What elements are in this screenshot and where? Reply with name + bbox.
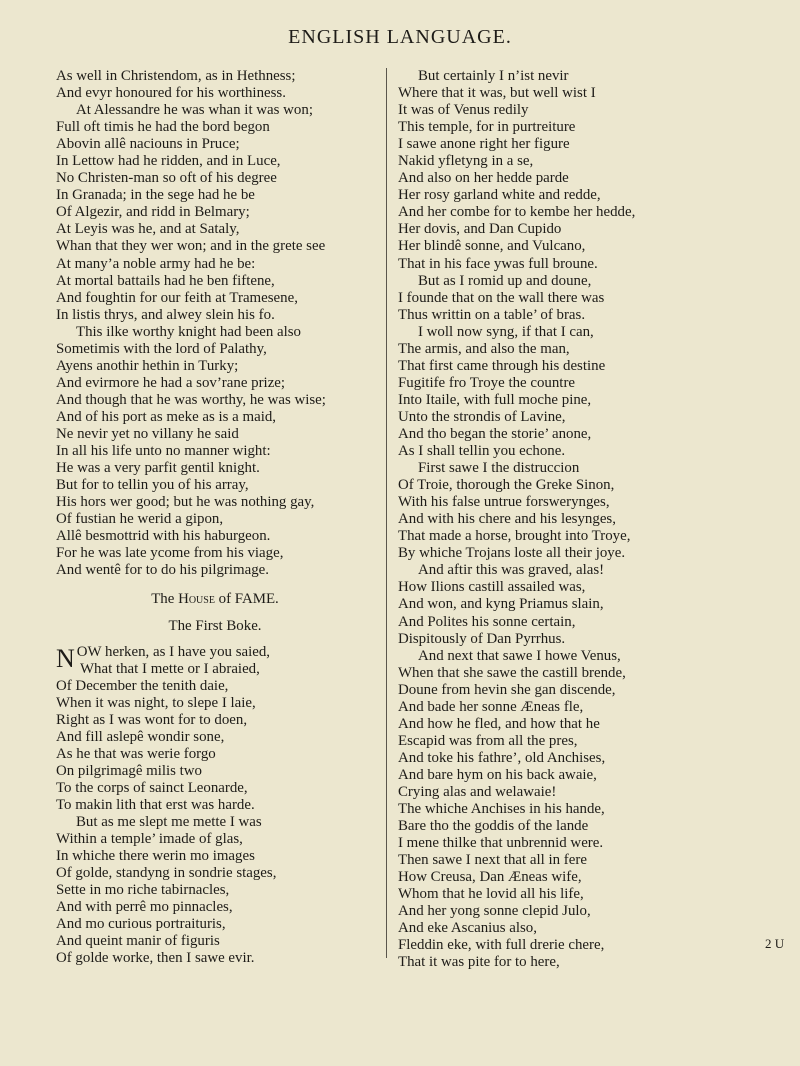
verse-line: But as I romid up and doune, bbox=[418, 272, 592, 289]
verse-line: His hors wer good; but he was nothing gay, bbox=[56, 494, 315, 511]
book-subheading: The First Boke. bbox=[168, 618, 262, 635]
verse-line: Of golde, standyng in sondrie stages, bbox=[56, 865, 277, 882]
verse-line: Full oft timis he had the bord begon bbox=[56, 119, 270, 136]
verse-line: To makin lith that erst was harde. bbox=[56, 796, 255, 813]
left-verse-block bbox=[56, 68, 374, 579]
verse-line: At many’a noble army had he be: bbox=[56, 255, 256, 272]
verse-line: That first came through his destine bbox=[398, 357, 606, 374]
verse-line: No Christen-man so oft of his degree bbox=[56, 170, 277, 187]
verse-line: Ayens anothir hethin in Turky; bbox=[56, 357, 239, 374]
verse-line: Sometimis with the lord of Palathy, bbox=[56, 340, 267, 357]
verse-line: Doune from hevin she gan discende, bbox=[398, 681, 616, 698]
verse-line: Right as I was wont for to doen, bbox=[56, 711, 248, 728]
drop-capital: N bbox=[56, 643, 75, 673]
heading-the: The bbox=[151, 591, 179, 608]
verse-line: But for to tellin you of his array, bbox=[56, 477, 249, 494]
verse-line: In Granada; in the sege had he be bbox=[56, 187, 255, 204]
verse-line: And her combe for to kembe her hedde, bbox=[398, 204, 636, 221]
verse-line: In listis thrys, and alwey slein his fo. bbox=[56, 306, 275, 323]
verse-line: I mene thilke that unbrennid were. bbox=[398, 835, 604, 852]
verse-line: And bade her sonne Æneas fle, bbox=[398, 698, 584, 715]
verse-line: He was a very parfit gentil knight. bbox=[56, 460, 260, 477]
verse-line: On pilgrimagê milis two bbox=[56, 762, 202, 779]
verse-line: And fill aslepê wondir sone, bbox=[56, 728, 225, 745]
verse-line: First sawe I the distruccion bbox=[418, 460, 580, 477]
poem-verse-block bbox=[56, 661, 374, 968]
verse-line: Unto the strondis of Lavine, bbox=[398, 408, 566, 425]
heading-of: of bbox=[214, 591, 235, 608]
verse-line: When it was night, to slepe I laie, bbox=[56, 694, 256, 711]
verse-line: The armis, and also the man, bbox=[398, 340, 570, 357]
verse-line: Crying alas and welawaie! bbox=[398, 783, 557, 800]
verse-line: How Ilions castill assailed was, bbox=[398, 579, 586, 596]
verse-line: How Creusa, Dan Æneas wife, bbox=[398, 869, 582, 886]
verse-line: Sette in mo riche tabirnacles, bbox=[56, 882, 230, 899]
verse-line: To the corps of sainct Leonarde, bbox=[56, 779, 248, 796]
verse-line: Where that it was, but well wist I bbox=[398, 85, 596, 102]
verse-line: And evyr honoured for his worthiness. bbox=[56, 85, 286, 102]
verse-line: In Lettow had he ridden, and in Luce, bbox=[56, 153, 281, 170]
verse-line: In all his life unto no manner wight: bbox=[56, 443, 271, 460]
verse-line: Her dovis, and Dan Cupido bbox=[398, 221, 562, 238]
verse-line: At Alessandre he was whan it was won; bbox=[76, 102, 313, 119]
verse-line: Her blindê sonne, and Vulcano, bbox=[398, 238, 586, 255]
verse-line: Of golde worke, then I sawe evir. bbox=[56, 950, 255, 967]
verse-line: Then sawe I next that all in fere bbox=[398, 852, 587, 869]
right-column bbox=[398, 68, 758, 971]
verse-line: This temple, for in purtreiture bbox=[398, 119, 576, 136]
verse-line: And with his chere and his lesynges, bbox=[398, 511, 616, 528]
verse-line: Dispitously of Dan Pyrrhus. bbox=[398, 630, 566, 647]
verse-line: And won, and kyng Priamus slain, bbox=[398, 596, 604, 613]
verse-line: And with perrê mo pinnacles, bbox=[56, 899, 233, 916]
verse-line: Whan that they wer won; and in the grete see bbox=[56, 238, 326, 255]
verse-line: I sawe anone right her figure bbox=[398, 136, 570, 153]
verse-line: Thus writtin on a table’ of bras. bbox=[398, 306, 586, 323]
verse-line: That made a horse, brought into Troye, bbox=[398, 528, 631, 545]
verse-line: I founde that on the wall there was bbox=[398, 289, 605, 306]
section-heading bbox=[56, 591, 374, 608]
heading-fame: FAME. bbox=[234, 591, 279, 608]
verse-line: And wentê for to do his pilgrimage. bbox=[56, 562, 269, 579]
verse-line: It was of Venus redily bbox=[398, 102, 529, 119]
verse-line: Fugitife fro Troye the countre bbox=[398, 374, 576, 391]
column-rule bbox=[386, 68, 387, 958]
verse-line: And aftir this was graved, alas! bbox=[418, 562, 605, 579]
verse-line: And tho began the storie’ anone, bbox=[398, 425, 592, 442]
verse-line: When that she sawe the castill brende, bbox=[398, 664, 626, 681]
verse-line: And eke Ascanius also, bbox=[398, 920, 537, 937]
verse-line: Ne nevir yet no villany he said bbox=[56, 425, 239, 442]
verse-line: But as me slept me mette I was bbox=[76, 813, 262, 830]
verse-line: With his false untrue forswerynges, bbox=[398, 494, 610, 511]
verse-line: Bare tho the goddis of the lande bbox=[398, 818, 589, 835]
verse-line: For he was late ycome from his viage, bbox=[56, 545, 284, 562]
running-head: ENGLISH LANGUAGE. bbox=[288, 26, 512, 48]
verse-line: At Leyis was he, and at Sataly, bbox=[56, 221, 240, 238]
verse-line: Of Algezir, and ridd in Belmary; bbox=[56, 204, 250, 221]
heading-house: House bbox=[178, 591, 215, 608]
verse-line: And foughtin for our feith at Tramesene, bbox=[56, 289, 298, 306]
verse-line: And mo curious portraituris, bbox=[56, 916, 226, 933]
verse-line: And also on her hedde parde bbox=[398, 170, 569, 187]
dropcap-line-text: OW herken, as I have you saied, bbox=[76, 643, 271, 660]
verse-line: I woll now syng, if that I can, bbox=[418, 323, 594, 340]
verse-line: And how he fled, and how that he bbox=[398, 715, 600, 732]
verse-line: That in his face ywas full broune. bbox=[398, 255, 598, 272]
verse-line: What that I mette or I abraied, bbox=[80, 660, 260, 677]
verse-line: By whiche Trojans loste all their joye. bbox=[398, 545, 626, 562]
verse-line: Allê besmottrid with his haburgeon. bbox=[56, 528, 271, 545]
left-column bbox=[56, 68, 374, 967]
verse-line: As well in Christendom, as in Hethness; bbox=[56, 68, 296, 84]
verse-line: Of December the tenith daie, bbox=[56, 677, 229, 694]
verse-line: Escapid was from all the pres, bbox=[398, 732, 578, 749]
verse-line: Of Troie, thorough the Greke Sinon, bbox=[398, 477, 615, 494]
verse-line: Fleddin eke, with full drerie chere, bbox=[398, 937, 605, 954]
verse-line: At mortal battails had he ben fiftene, bbox=[56, 272, 275, 289]
verse-line: Her rosy garland white and redde, bbox=[398, 187, 601, 204]
verse-line: And her yong sonne clepid Julo, bbox=[398, 903, 591, 920]
right-verse-block bbox=[398, 68, 758, 971]
verse-line: And though that he was worthy, he was wise; bbox=[56, 391, 326, 408]
verse-line: Whom that he lovid all his life, bbox=[398, 886, 584, 903]
verse-line: Of fustian he werid a gipon, bbox=[56, 511, 224, 528]
verse-line: Into Itaile, with full moche pine, bbox=[398, 391, 592, 408]
verse-line: And toke his fathre’, old Anchises, bbox=[398, 749, 606, 766]
verse-line: And queint manir of figuris bbox=[56, 933, 220, 950]
verse-line: That it was pite for to here, bbox=[398, 954, 560, 971]
verse-line: And next that sawe I howe Venus, bbox=[418, 647, 621, 664]
verse-line: As he that was werie forgo bbox=[56, 745, 216, 762]
verse-line: But certainly I n’ist nevir bbox=[418, 68, 569, 84]
verse-line: Within a temple’ imade of glas, bbox=[56, 831, 243, 848]
verse-line: Abovin allê naciouns in Pruce; bbox=[56, 136, 240, 153]
verse-line: And of his port as meke as is a maid, bbox=[56, 408, 277, 425]
verse-line: And Polites his sonne certain, bbox=[398, 613, 576, 630]
verse-line: In whiche there werin mo images bbox=[56, 848, 255, 865]
verse-line: As I shall tellin you echone. bbox=[398, 443, 566, 460]
verse-line: And bare hym on his back awaie, bbox=[398, 766, 597, 783]
verse-line: This ilke worthy knight had been also bbox=[76, 323, 301, 340]
verse-line: And evirmore he had a sov’rane prize; bbox=[56, 374, 286, 391]
verse-line: Nakid yfletyng in a se, bbox=[398, 153, 534, 170]
verse-line: The whiche Anchises in his hande, bbox=[398, 801, 605, 818]
signature-mark: 2 U bbox=[765, 936, 785, 951]
